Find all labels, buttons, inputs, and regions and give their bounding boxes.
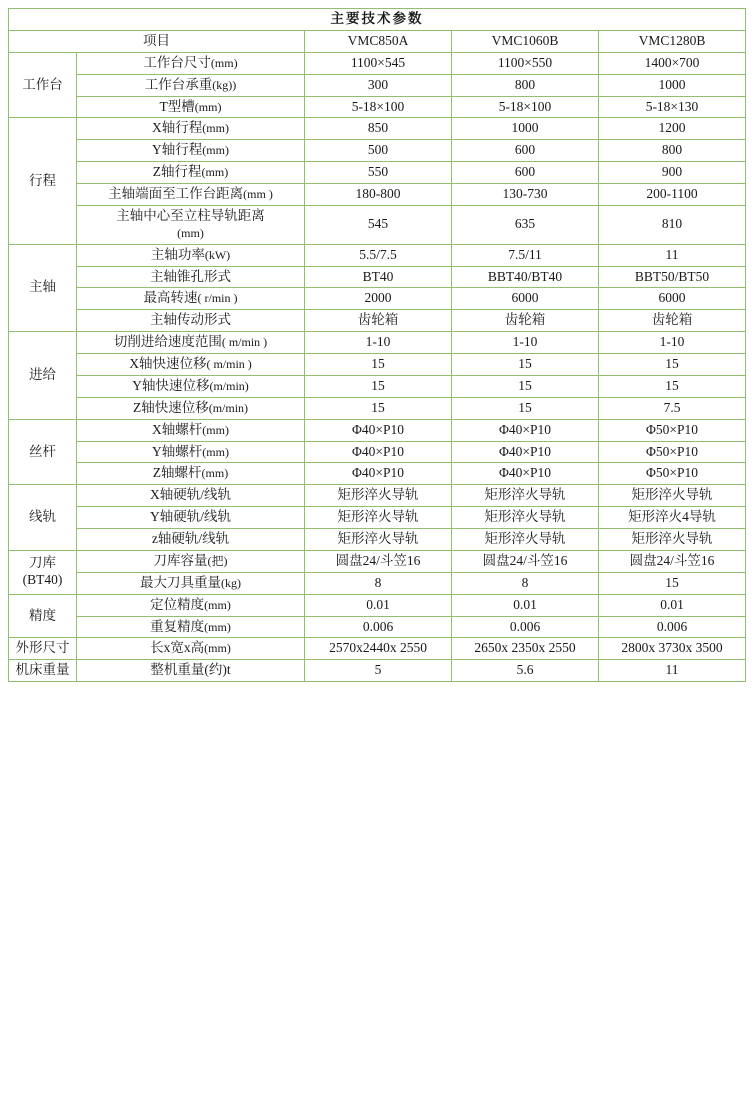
value-cell: 15 (452, 375, 599, 397)
value-cell: Φ40×P10 (305, 441, 452, 463)
value-cell: 1-10 (452, 332, 599, 354)
item-label: Z轴行程(mm) (77, 162, 305, 184)
item-label: 刀库容量(把) (77, 550, 305, 572)
value-cell: 550 (305, 162, 452, 184)
value-cell: BT40 (305, 266, 452, 288)
value-cell: 800 (452, 74, 599, 96)
table-row (9, 397, 746, 419)
table-row (9, 162, 746, 184)
value-cell: 0.006 (599, 616, 746, 638)
value-cell: Φ40×P10 (305, 463, 452, 485)
value-cell: 545 (305, 205, 452, 244)
item-label: Y轴快速位移(m/min) (77, 375, 305, 397)
value-cell: 齿轮箱 (452, 310, 599, 332)
value-cell: 矩形淬火导轨 (452, 485, 599, 507)
item-label: 整机重量(约)t (77, 660, 305, 682)
item-unit: (mm) (202, 121, 229, 136)
item-label: Y轴硬轨/线轨 (77, 507, 305, 529)
value-cell: 800 (599, 140, 746, 162)
item-label: 工作台尺寸(mm) (77, 52, 305, 74)
value-cell: 1-10 (599, 332, 746, 354)
table-row (9, 572, 746, 594)
group-label: 进给 (9, 332, 77, 420)
value-cell: 圆盘24/斗笠16 (305, 550, 452, 572)
item-unit: (mm) (210, 55, 238, 70)
item-label: X轴螺杆(mm) (77, 419, 305, 441)
table-row (9, 616, 746, 638)
item-unit: (mm) (177, 225, 204, 240)
item-label: 重复精度(mm) (77, 616, 305, 638)
table-row (9, 441, 746, 463)
item-label: Y轴行程(mm) (77, 140, 305, 162)
table-row (9, 140, 746, 162)
value-cell: 11 (599, 660, 746, 682)
value-cell: 6000 (452, 288, 599, 310)
group-label: 机床重量 (9, 660, 77, 682)
value-cell: 5 (305, 660, 452, 682)
item-label: X轴快速位移( m/min ) (77, 354, 305, 376)
value-cell: 500 (305, 140, 452, 162)
item-label: z轴硬轨/线轨 (77, 529, 305, 551)
value-cell: 5-18×130 (599, 96, 746, 118)
group-label: 线轨 (9, 485, 77, 551)
item-label: X轴硬轨/线轨 (77, 485, 305, 507)
item-label: 主轴端面至工作台距离(mm ) (77, 184, 305, 206)
value-cell: 矩形淬火导轨 (305, 507, 452, 529)
table-row (9, 205, 746, 244)
table-row (9, 463, 746, 485)
item-label: T型槽(mm) (77, 96, 305, 118)
value-cell: 180-800 (305, 184, 452, 206)
table-row (9, 638, 746, 660)
value-cell: 矩形淬火导轨 (452, 529, 599, 551)
item-unit: (kg)) (212, 77, 237, 92)
value-cell: 矩形淬火4导轨 (599, 507, 746, 529)
table-row (9, 594, 746, 616)
spec-table (8, 8, 746, 682)
value-cell: Φ40×P10 (452, 441, 599, 463)
item-label: 长x宽x高(mm) (77, 638, 305, 660)
value-cell: 635 (452, 205, 599, 244)
value-cell: 15 (452, 397, 599, 419)
value-cell: 1400×700 (599, 52, 746, 74)
item-label: 主轴传动形式 (77, 310, 305, 332)
value-cell: 0.01 (305, 594, 452, 616)
item-unit: (mm) (202, 444, 229, 459)
value-cell: 矩形淬火导轨 (305, 485, 452, 507)
value-cell: 130-730 (452, 184, 599, 206)
group-label: 工作台 (9, 52, 77, 118)
value-cell: 圆盘24/斗笠16 (452, 550, 599, 572)
group-label: 外形尺寸 (9, 638, 77, 660)
value-cell: Φ50×P10 (599, 441, 746, 463)
value-cell: 7.5 (599, 397, 746, 419)
table-row (9, 529, 746, 551)
table-row (9, 419, 746, 441)
header-model-2: VMC1060B (452, 30, 599, 52)
value-cell: 0.006 (305, 616, 452, 638)
document-title: 主要技术参数 (9, 9, 746, 31)
title-row (9, 9, 746, 31)
value-cell: 600 (452, 140, 599, 162)
table-row (9, 74, 746, 96)
item-unit: (mm) (202, 422, 229, 437)
item-unit: (mm) (201, 165, 229, 180)
table-row (9, 96, 746, 118)
value-cell: 15 (599, 572, 746, 594)
item-label: 最大刀具重量(kg) (77, 572, 305, 594)
group-label: 刀库 (BT40) (9, 550, 77, 594)
value-cell: 11 (599, 244, 746, 266)
item-unit: (mm) (194, 99, 222, 114)
table-row (9, 332, 746, 354)
value-cell: 850 (305, 118, 452, 140)
table-row (9, 660, 746, 682)
table-row (9, 550, 746, 572)
item-label: 工作台承重(kg)) (77, 74, 305, 96)
value-cell: 2650x 2350x 2550 (452, 638, 599, 660)
value-cell: 2000 (305, 288, 452, 310)
item-unit: (mm) (201, 466, 229, 481)
value-cell: Φ50×P10 (599, 419, 746, 441)
item-label: 主轴锥孔形式 (77, 266, 305, 288)
item-unit: (m/min) (209, 378, 249, 393)
value-cell: 矩形淬火导轨 (452, 507, 599, 529)
table-row (9, 375, 746, 397)
table-row (9, 507, 746, 529)
value-cell: 1000 (599, 74, 746, 96)
item-label: 最高转速( r/min ) (77, 288, 305, 310)
table-row (9, 118, 746, 140)
value-cell: 1200 (599, 118, 746, 140)
value-cell: 0.01 (599, 594, 746, 616)
item-unit: (mm) (204, 597, 231, 612)
value-cell: 900 (599, 162, 746, 184)
table-row (9, 184, 746, 206)
value-cell: 5.6 (452, 660, 599, 682)
header-model-1: VMC850A (305, 30, 452, 52)
value-cell: 200-1100 (599, 184, 746, 206)
value-cell: 8 (305, 572, 452, 594)
value-cell: Φ40×P10 (452, 419, 599, 441)
value-cell: 矩形淬火导轨 (305, 529, 452, 551)
value-cell: 15 (599, 375, 746, 397)
table-row (9, 266, 746, 288)
item-unit: (kW) (204, 247, 231, 262)
value-cell: 2800x 3730x 3500 (599, 638, 746, 660)
item-label: Y轴螺杆(mm) (77, 441, 305, 463)
value-cell: 1000 (452, 118, 599, 140)
value-cell: 810 (599, 205, 746, 244)
value-cell: 5-18×100 (452, 96, 599, 118)
value-cell: 0.006 (452, 616, 599, 638)
value-cell: 7.5/11 (452, 244, 599, 266)
value-cell: 1100×545 (305, 52, 452, 74)
value-cell: 齿轮箱 (599, 310, 746, 332)
value-cell: Φ40×P10 (452, 463, 599, 485)
value-cell: BBT40/BT40 (452, 266, 599, 288)
item-unit: ( r/min ) (197, 291, 238, 306)
item-label: Z轴快速位移(m/min) (77, 397, 305, 419)
value-cell: 5.5/7.5 (305, 244, 452, 266)
group-label: 行程 (9, 118, 77, 244)
group-label: 精度 (9, 594, 77, 638)
value-cell: 300 (305, 74, 452, 96)
item-unit: ( m/min ) (206, 357, 252, 371)
value-cell: Φ40×P10 (305, 419, 452, 441)
header-model-3: VMC1280B (599, 30, 746, 52)
item-unit: (mm ) (243, 187, 273, 201)
table-row (9, 52, 746, 74)
item-unit: (把) (207, 553, 228, 568)
value-cell: 15 (305, 375, 452, 397)
item-label: Z轴螺杆(mm) (77, 463, 305, 485)
value-cell: 15 (305, 354, 452, 376)
value-cell: 矩形淬火导轨 (599, 529, 746, 551)
item-unit: (mm) (204, 641, 231, 656)
value-cell: 圆盘24/斗笠16 (599, 550, 746, 572)
table-row (9, 288, 746, 310)
value-cell: 15 (305, 397, 452, 419)
value-cell: BBT50/BT50 (599, 266, 746, 288)
value-cell: 5-18×100 (305, 96, 452, 118)
item-label: 主轴功率(kW) (77, 244, 305, 266)
value-cell: 2570x2440x 2550 (305, 638, 452, 660)
table-row (9, 244, 746, 266)
value-cell: 0.01 (452, 594, 599, 616)
value-cell: 600 (452, 162, 599, 184)
value-cell: 6000 (599, 288, 746, 310)
header-item-label: 项目 (9, 30, 305, 52)
group-label: 主轴 (9, 244, 77, 332)
item-label: X轴行程(mm) (77, 118, 305, 140)
item-unit: (m/min) (208, 400, 249, 415)
table-row (9, 485, 746, 507)
item-unit: (mm) (202, 143, 229, 158)
item-label: 主轴中心至立柱导轨距离 (mm) (77, 205, 305, 244)
item-label: 定位精度(mm) (77, 594, 305, 616)
value-cell: Φ50×P10 (599, 463, 746, 485)
item-unit: ( m/min ) (221, 335, 268, 350)
value-cell: 1100×550 (452, 52, 599, 74)
table-row (9, 354, 746, 376)
value-cell: 8 (452, 572, 599, 594)
table-row (9, 310, 746, 332)
item-label: 切削进给速度范围( m/min ) (77, 332, 305, 354)
value-cell: 15 (452, 354, 599, 376)
item-unit: (kg) (221, 575, 241, 590)
item-unit: (mm) (204, 619, 231, 634)
value-cell: 齿轮箱 (305, 310, 452, 332)
value-cell: 矩形淬火导轨 (599, 485, 746, 507)
value-cell: 1-10 (305, 332, 452, 354)
value-cell: 15 (599, 354, 746, 376)
group-label: 丝杆 (9, 419, 77, 485)
header-row (9, 30, 746, 52)
